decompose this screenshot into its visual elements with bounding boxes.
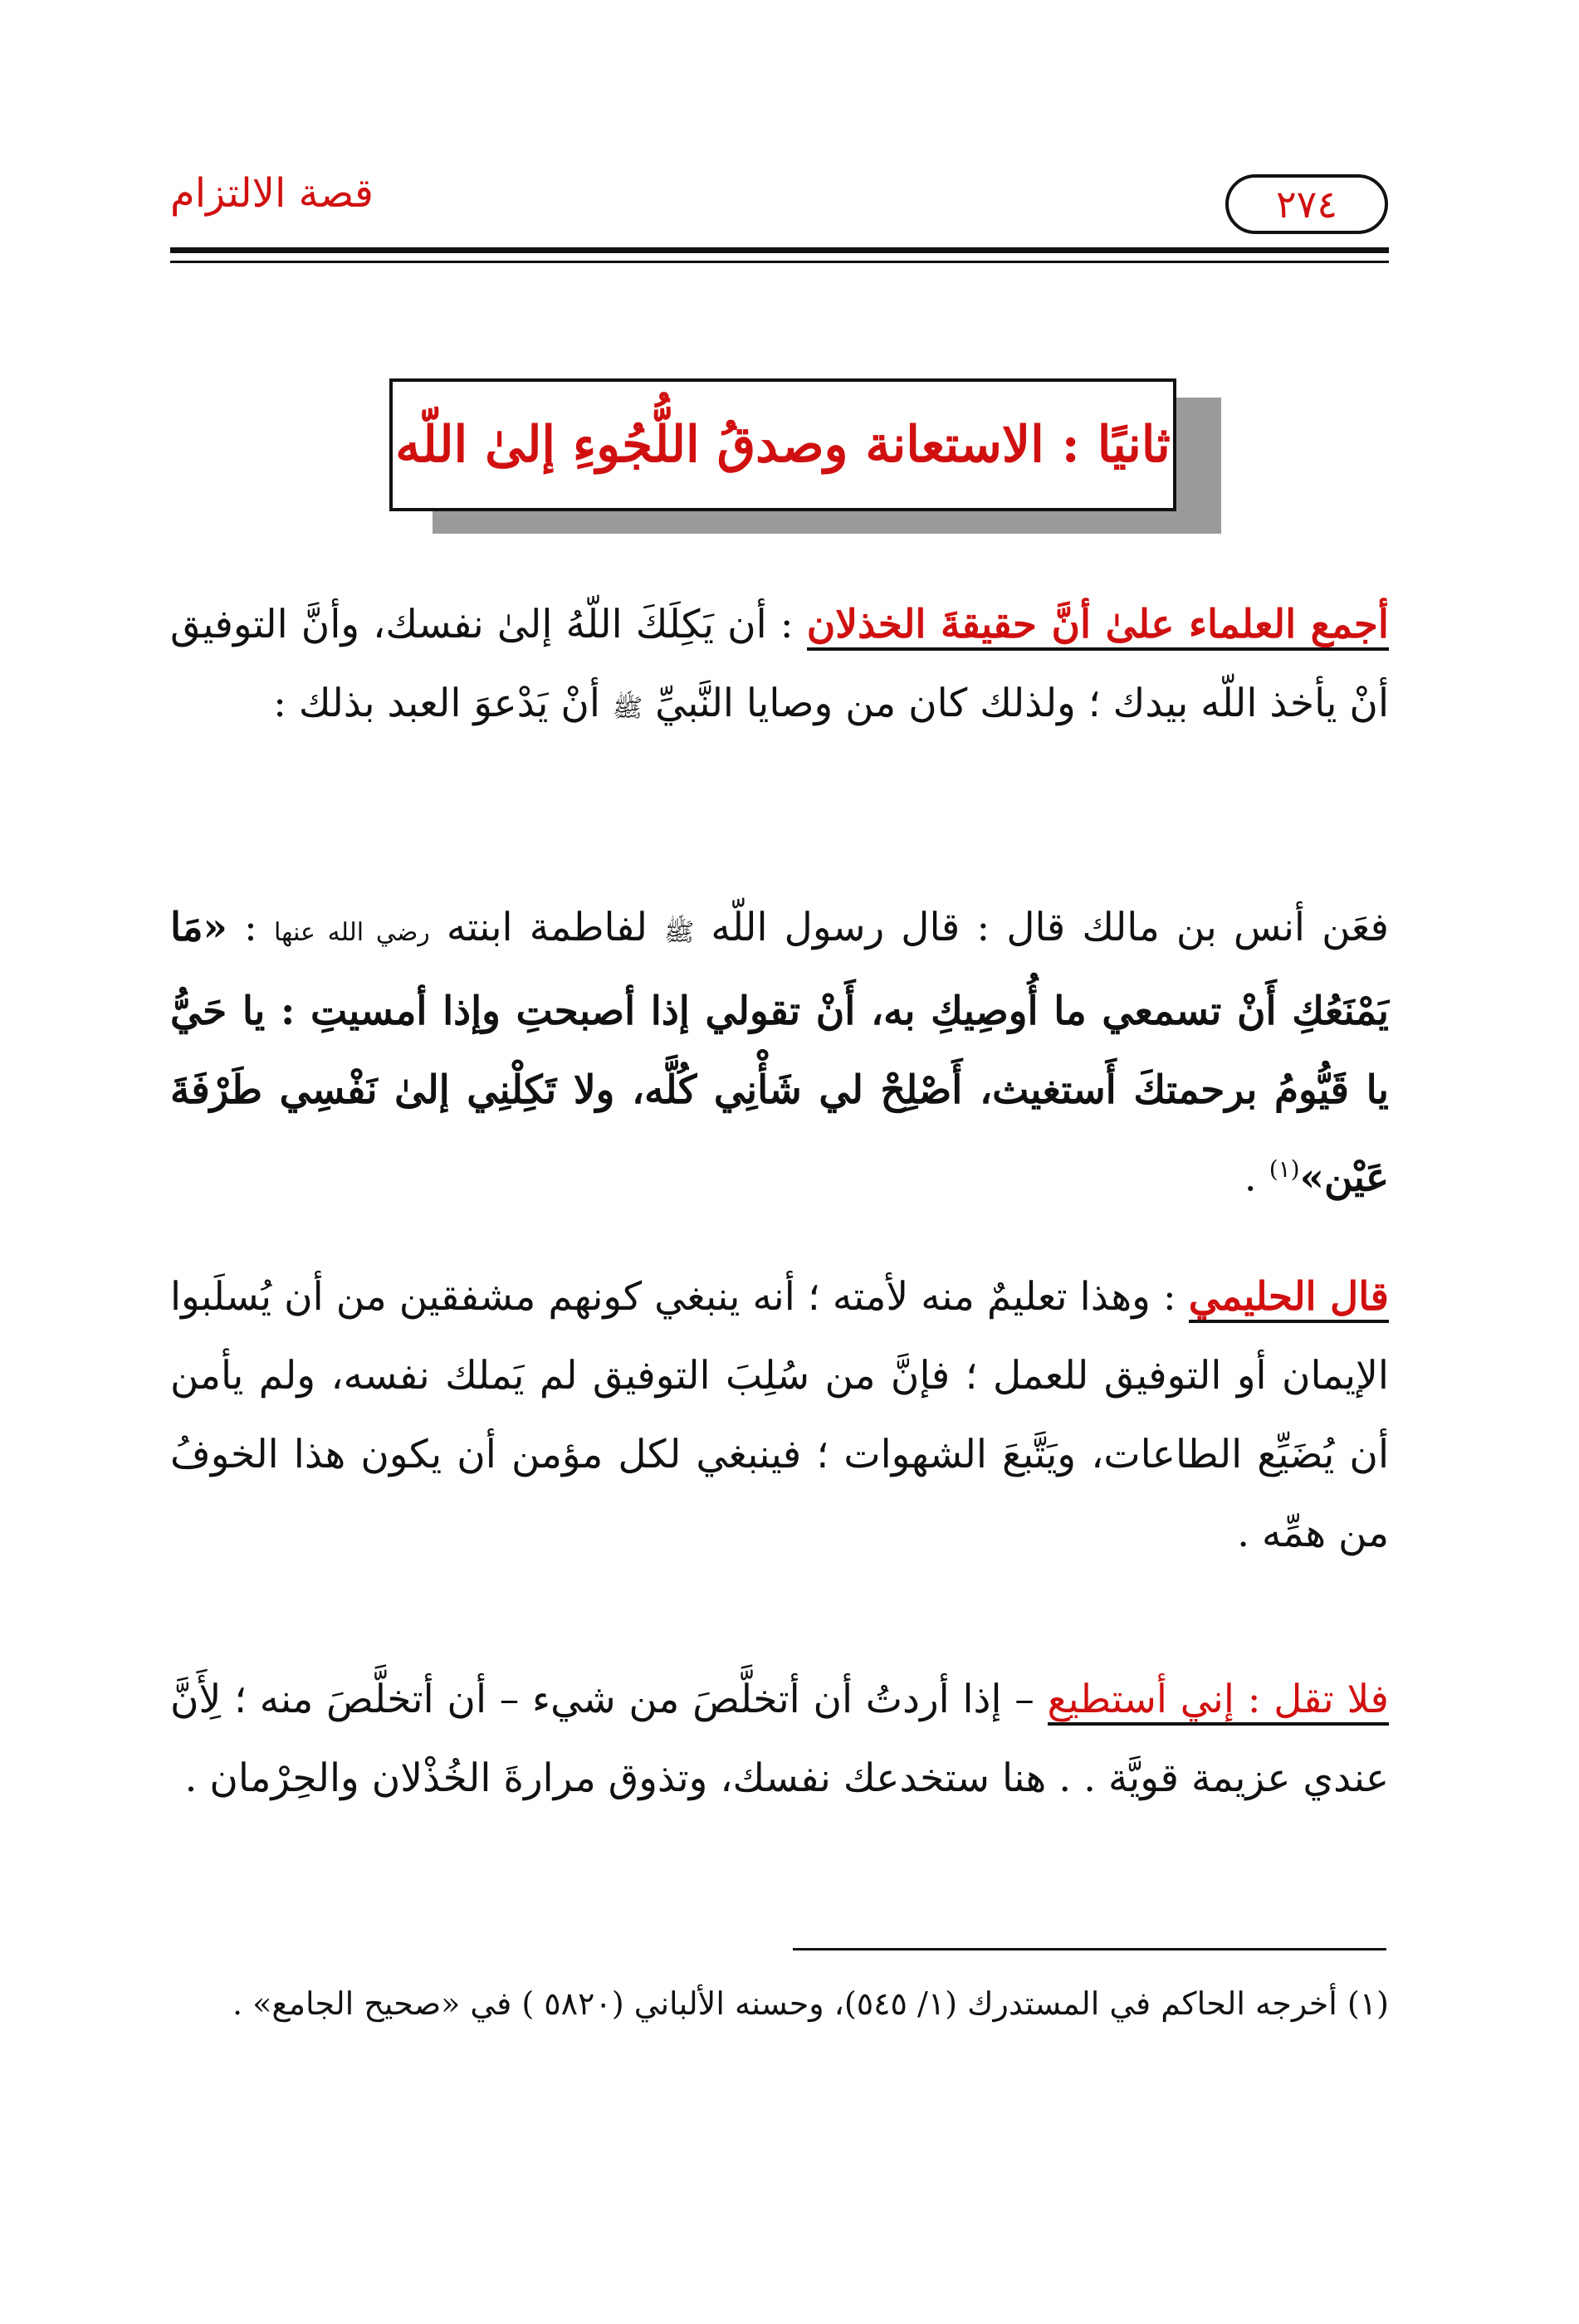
paragraph-2 [170, 888, 1389, 1218]
paragraph-lead: قال الحليمي [1189, 1274, 1389, 1323]
paragraph-1 [170, 585, 1389, 748]
running-title: قصة الالتزام [170, 170, 374, 217]
honorific-glyph: رضي الله عنها [273, 918, 430, 947]
paragraph-4 [170, 1660, 1389, 1818]
paragraph-text: – إذا أردتُ أن أتخلَّصَ من شيء – أن أتخلَّصَ منه ؛ لِأَنَّ عندي عزيمة قويَّة . . هنا ستخدعك نفسك، وتذوق مرارةَ الخُذْلان والحِرْمان . [170, 1677, 1389, 1801]
paragraph-text: : وهذا تعليمٌ منه لأمته ؛ أنه ينبغي كونهم مشفقين من أن يُسلَبوا الإيمان أو التوفيق للعمل ؛ فإنَّ من سُلِبَ التوفيق لم يَملك نفسه، ولم يأمن أن يُضَيِّع الطاعات، ويَتَّبعَ الشهوات ؛ فينبغي لكل مؤمن أن يكون هذا الخوفُ من همِّه . [170, 1274, 1389, 1556]
footnote-ref: (١) [1269, 1155, 1300, 1183]
hadith-intro-end: : [244, 905, 274, 950]
paragraph-text-end: أنْ يَدْعوَ العبد بذلك : [273, 681, 613, 726]
header-rule-thick [170, 247, 1389, 253]
header-rule-thin [170, 261, 1389, 263]
paragraph-text: : أن يَكِلَكَ اللّهُ إلىٰ نفسك، وأنَّ التوفيق أنْ يأخذ اللّه بيدك ؛ ولذلك كان من وصايا النَّبيِّ [170, 602, 1389, 726]
footnote: (١) أخرجه الحاكم في المستدرك (١/ ٥٤٥)، وحسنه الألباني (٥٨٢٠ ) في «صحيح الجامع» . [232, 1985, 1389, 2022]
footnote-rule [793, 1948, 1386, 1950]
page-number-badge [1225, 174, 1388, 234]
paragraph-end: . [1244, 1155, 1269, 1201]
paragraph-lead: فلا تقل : إني أستطيع [1048, 1677, 1389, 1726]
honorific-glyph: ﷺ [612, 694, 643, 723]
honorific-glyph: ﷺ [664, 918, 695, 947]
hadith-intro: فعَن أنس بن مالك قال : قال رسول اللّه [694, 905, 1389, 950]
paragraph-lead: أجمع العلماء علىٰ أنَّ حقيقةَ الخذلان [807, 602, 1389, 651]
section-heading: ثانيًا : الاستعانة وصدقُ اللُّجُوءِ إلىٰ اللّه [395, 416, 1171, 474]
hadith-intro-mid: لفاطمة ابنته [429, 905, 665, 950]
hadith-quote: «مَا يَمْنَعُكِ أَنْ تسمعي ما أُوصِيكِ به، أَنْ تقولي إذا أصبحتِ وإذا أمسيتِ : يا حَيُّ يا قَيُّومُ برحمتكَ أَستغيث، أَصْلِحْ لي شَأْنِي كُلَّه، ولا تَكِلْنِي إلىٰ نَفْسِي طَرْفَةَ عَيْن» [170, 905, 1389, 1201]
section-heading-box [389, 378, 1176, 511]
page-number: ٢٧٤ [1275, 182, 1338, 227]
paragraph-3 [170, 1257, 1389, 1573]
